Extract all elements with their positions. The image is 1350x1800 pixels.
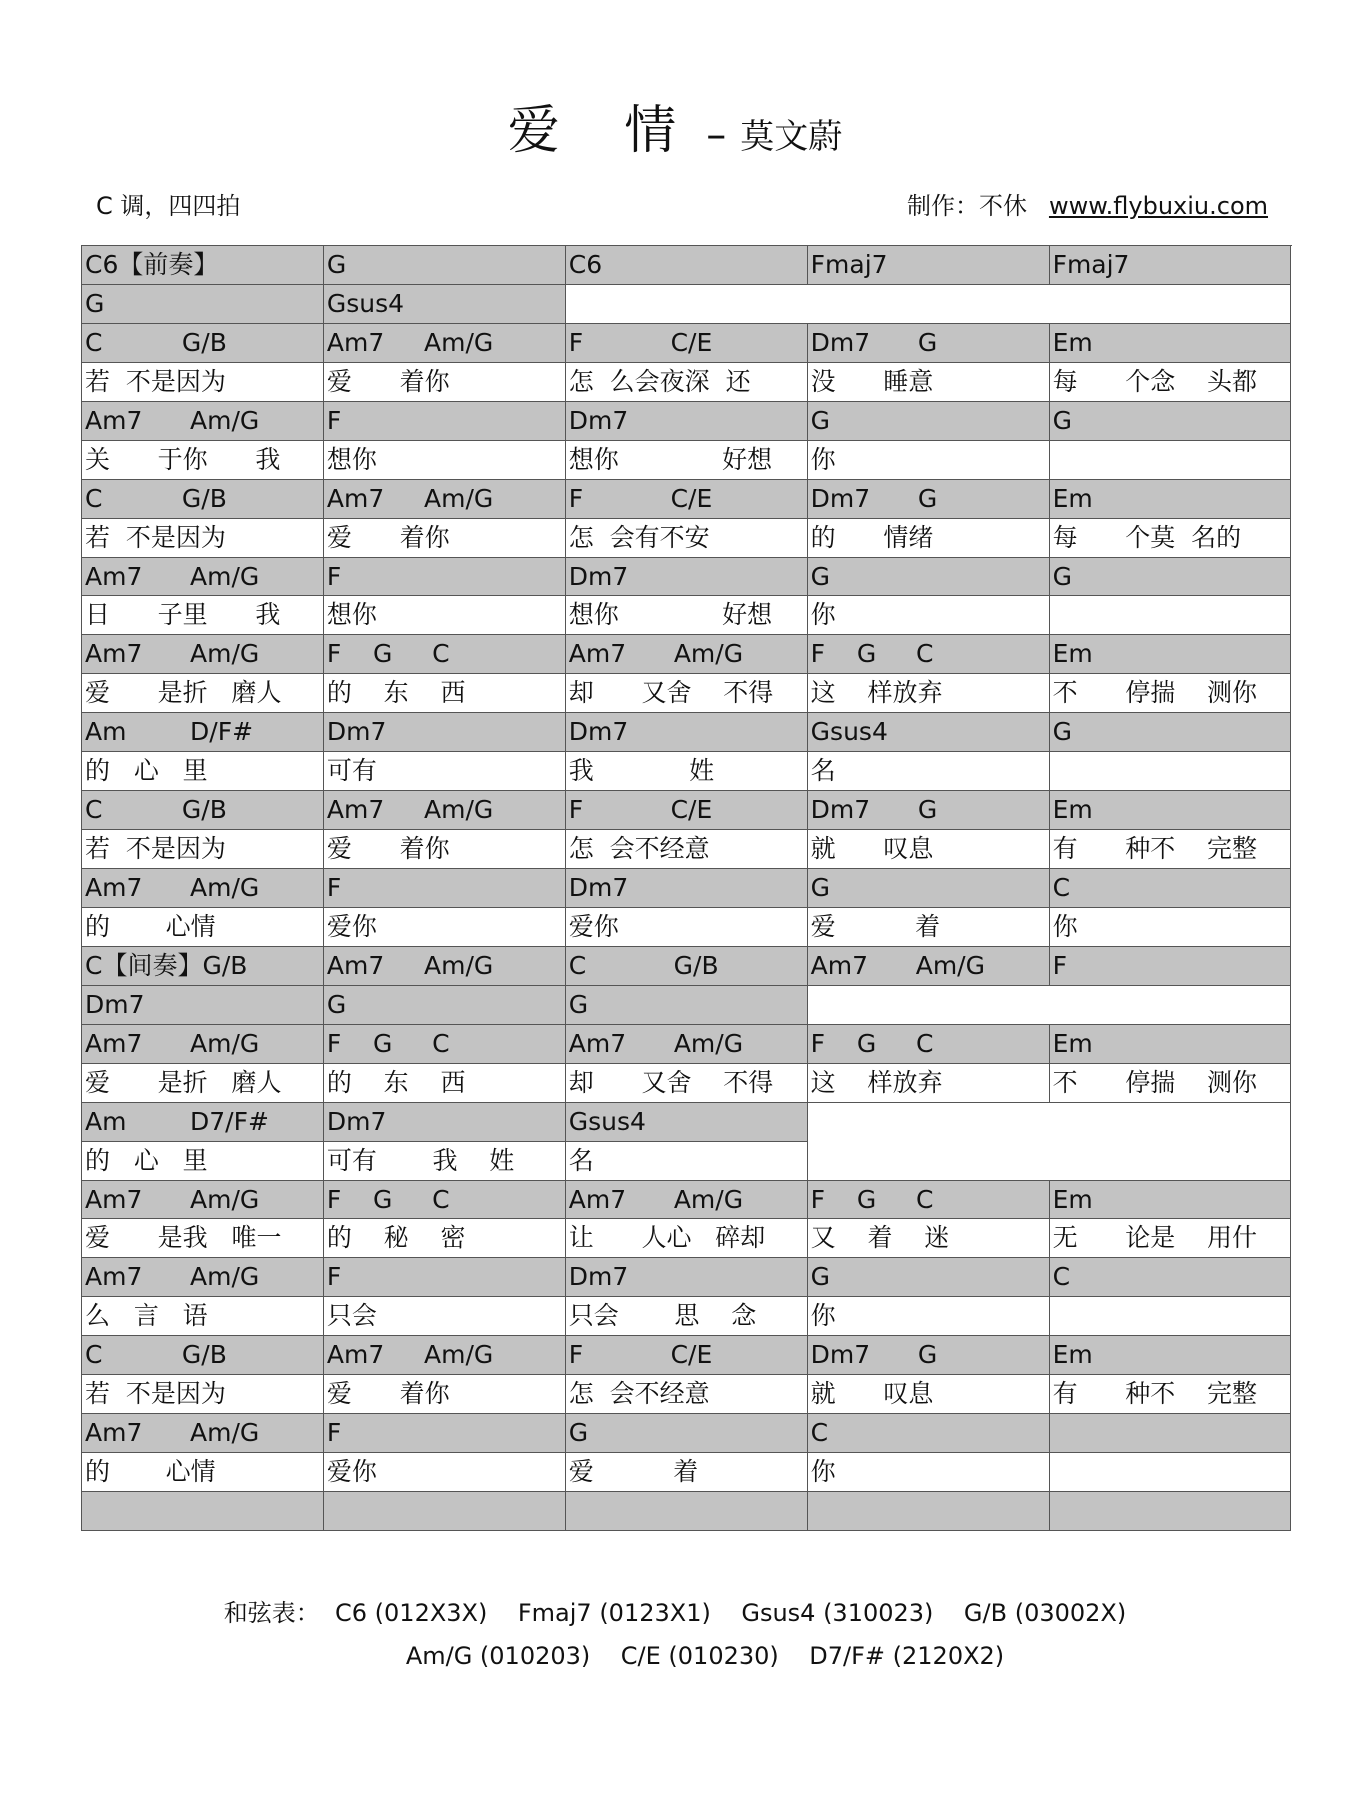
lyric-cell: 爱 着 <box>808 908 1050 947</box>
song-title: 爱 情 <box>507 101 701 161</box>
lyric-cell: 名 <box>808 752 1050 791</box>
chord-cell: Am7 Am/G <box>82 635 324 674</box>
lyric-cell: 的 秘 密 <box>324 1219 566 1258</box>
chord-cell: F G C <box>324 1025 566 1064</box>
lyric-row <box>82 1453 1292 1492</box>
chord-cell: Em <box>1050 324 1292 363</box>
chord-cell: C6【前奏】 <box>82 246 324 285</box>
chord-cell: Am7 Am/G <box>566 635 808 674</box>
chord-cell: F <box>1050 947 1292 986</box>
lyric-cell: 你 <box>808 596 1050 635</box>
chord-cell: G <box>82 285 324 324</box>
lyric-cell: 关 于你 我 <box>82 441 324 480</box>
chord-cell: Dm7 G <box>808 324 1050 363</box>
lyric-cell: 不 停揣 测你 <box>1050 1064 1292 1103</box>
lyric-row <box>82 1297 1292 1336</box>
lyric-cell: 么 言 语 <box>82 1297 324 1336</box>
chord-cell: G <box>566 986 808 1025</box>
chord-table-line-1: 和弦表： C6 (012X3X) Fmaj7 (0123X1) Gsus4 (310023) G/B (03002X) <box>223 1599 1127 1627</box>
chord-cell: Am7 Am/G <box>82 402 324 441</box>
chord-cell: G <box>1050 558 1292 597</box>
chord-cell: Em <box>1050 635 1292 674</box>
lyric-cell: 爱 着你 <box>324 830 566 869</box>
chord-cell: G <box>1050 402 1292 441</box>
lyric-cell: 爱你 <box>324 1453 566 1492</box>
lyric-row <box>82 441 1292 480</box>
lyric-row <box>82 752 1292 791</box>
chord-row <box>82 1258 1292 1297</box>
lyric-cell: 就 叹息 <box>808 830 1050 869</box>
lyric-row <box>82 908 1292 947</box>
chord-cell: F <box>324 869 566 908</box>
lyric-cell: 爱 是我 唯一 <box>82 1219 324 1258</box>
lyric-cell <box>1050 1297 1292 1336</box>
chord-cell: C <box>808 1414 1050 1453</box>
chord-cell: C G/B <box>82 1336 324 1375</box>
lyric-row <box>82 519 1292 558</box>
lyric-row <box>82 674 1292 713</box>
chord-row <box>82 1181 1292 1220</box>
lyric-cell: 你 <box>808 441 1050 480</box>
chord-cell: C G/B <box>82 791 324 830</box>
title <box>0 88 1350 163</box>
chord-cell <box>1050 1414 1292 1453</box>
lyric-cell: 爱 着 <box>566 1453 808 1492</box>
lyric-cell: 无 论是 用什 <box>1050 1219 1292 1258</box>
empty-cell <box>1050 285 1292 324</box>
lyric-cell: 只会 <box>324 1297 566 1336</box>
chord-cell <box>808 1492 1050 1531</box>
lyric-cell: 若 不是因为 <box>82 830 324 869</box>
chord-cell: C G/B <box>82 480 324 519</box>
chord-row <box>82 285 1292 324</box>
lyric-cell: 想你 好想 <box>566 441 808 480</box>
chord-cell: Am7 Am/G <box>566 1025 808 1064</box>
chord-row <box>82 635 1292 674</box>
chord-cell: G <box>566 1414 808 1453</box>
lyric-cell: 爱你 <box>324 908 566 947</box>
lyric-cell: 爱 着你 <box>324 1375 566 1414</box>
chord-row <box>82 324 1292 363</box>
lyric-cell: 的 东 西 <box>324 674 566 713</box>
chord-row <box>82 1492 1292 1531</box>
chord-cell: Am7 Am/G <box>324 947 566 986</box>
chord-cell: F C/E <box>566 480 808 519</box>
chord-cell: G <box>808 558 1050 597</box>
empty-cell <box>808 285 1050 324</box>
chord-row <box>82 558 1292 597</box>
chord-cell: F <box>324 558 566 597</box>
chord-cell: Am7 Am/G <box>82 558 324 597</box>
chord-cell <box>1050 1492 1292 1531</box>
lyric-cell: 怎 会不经意 <box>566 1375 808 1414</box>
chord-cell: F G C <box>808 1181 1050 1220</box>
lyric-cell: 爱 着你 <box>324 363 566 402</box>
lyric-cell: 这 样放弃 <box>808 674 1050 713</box>
chord-row <box>82 947 1292 986</box>
chord-cell: G <box>324 986 566 1025</box>
lyric-row <box>82 1219 1292 1258</box>
lyric-row <box>82 363 1292 402</box>
chord-cell: Dm7 <box>566 1258 808 1297</box>
chord-row <box>82 402 1292 441</box>
lyric-cell <box>1050 1453 1292 1492</box>
chord-row <box>82 246 1292 285</box>
chord-cell: Am7 Am/G <box>82 1181 324 1220</box>
empty-cell <box>1050 1103 1292 1142</box>
chord-row <box>82 713 1292 752</box>
chord-row <box>82 1103 1292 1142</box>
lyric-cell: 有 种不 完整 <box>1050 830 1292 869</box>
chord-cell: F G C <box>808 1025 1050 1064</box>
chord-row <box>82 1336 1292 1375</box>
chord-cell: C G/B <box>566 947 808 986</box>
chord-sheet <box>81 245 1292 1531</box>
chord-cell <box>566 1492 808 1531</box>
artist-name: 莫文蔚 <box>740 117 843 157</box>
lyric-cell: 就 叹息 <box>808 1375 1050 1414</box>
website-link[interactable]: www.flybuxiu.com <box>1048 192 1268 220</box>
lyric-cell: 的 心 里 <box>82 752 324 791</box>
lyric-cell: 的 情绪 <box>808 519 1050 558</box>
chord-cell: Dm7 G <box>808 1336 1050 1375</box>
chord-cell: Am7 Am/G <box>324 324 566 363</box>
empty-cell <box>566 285 808 324</box>
chord-cell: F G C <box>808 635 1050 674</box>
chord-cell: Em <box>1050 1336 1292 1375</box>
lyric-row <box>82 596 1292 635</box>
chord-cell: C6 <box>566 246 808 285</box>
credits <box>907 186 1268 221</box>
chord-cell: G <box>808 869 1050 908</box>
chord-cell: F <box>324 402 566 441</box>
chord-cell: Dm7 G <box>808 791 1050 830</box>
lyric-cell: 有 种不 完整 <box>1050 1375 1292 1414</box>
lyric-cell: 没 睡意 <box>808 363 1050 402</box>
chord-cell: F <box>324 1258 566 1297</box>
chord-cell: G <box>808 1258 1050 1297</box>
chord-cell: Em <box>1050 1025 1292 1064</box>
chord-cell: Am7 Am/G <box>808 947 1050 986</box>
lyric-cell: 可有 我 姓 <box>324 1142 566 1181</box>
lyric-cell: 这 样放弃 <box>808 1064 1050 1103</box>
chord-cell: Fmaj7 <box>808 246 1050 285</box>
chord-row <box>82 869 1292 908</box>
lyric-cell: 让 人心 碎却 <box>566 1219 808 1258</box>
chord-cell: Gsus4 <box>566 1103 808 1142</box>
chord-cell: Dm7 <box>566 402 808 441</box>
chord-row <box>82 791 1292 830</box>
lyric-cell: 怎 会有不安 <box>566 519 808 558</box>
maker-credit: 制作：不休 <box>906 192 1027 220</box>
lyric-cell: 想你 好想 <box>566 596 808 635</box>
chord-cell: C【间奏】G/B <box>82 947 324 986</box>
lyric-cell: 爱你 <box>566 908 808 947</box>
chord-cell: Dm7 <box>566 558 808 597</box>
lyric-cell: 爱 是折 磨人 <box>82 1064 324 1103</box>
chord-cell: Dm7 <box>566 869 808 908</box>
lyric-cell: 怎 会不经意 <box>566 830 808 869</box>
chord-cell: Am7 Am/G <box>566 1181 808 1220</box>
lyric-cell: 爱 是折 磨人 <box>82 674 324 713</box>
empty-cell <box>808 986 1050 1025</box>
lyric-cell <box>1050 596 1292 635</box>
lyric-cell: 你 <box>808 1453 1050 1492</box>
lyric-row <box>82 1375 1292 1414</box>
chord-cell: Gsus4 <box>808 713 1050 752</box>
chord-cell: Fmaj7 <box>1050 246 1292 285</box>
chord-cell: F G C <box>324 635 566 674</box>
chord-cell: Am7 Am/G <box>324 480 566 519</box>
chord-cell: Am7 Am/G <box>324 791 566 830</box>
chord-row <box>82 1414 1292 1453</box>
lyric-cell: 每 个莫 名的 <box>1050 519 1292 558</box>
chord-cell: Am7 Am/G <box>82 1414 324 1453</box>
lyric-cell: 怎 么会夜深 还 <box>566 363 808 402</box>
lyric-cell: 又 着 迷 <box>808 1219 1050 1258</box>
chord-cell: G <box>324 246 566 285</box>
chord-row <box>82 1025 1292 1064</box>
chord-cell: Dm7 <box>324 713 566 752</box>
chord-cell: Em <box>1050 480 1292 519</box>
lyric-cell <box>1050 752 1292 791</box>
chord-cell: Em <box>1050 791 1292 830</box>
lyric-cell: 爱 着你 <box>324 519 566 558</box>
lyric-cell: 若 不是因为 <box>82 363 324 402</box>
lyric-cell: 的 东 西 <box>324 1064 566 1103</box>
chord-cell: Dm7 <box>324 1103 566 1142</box>
lyric-cell: 若 不是因为 <box>82 519 324 558</box>
lyric-cell: 却 又舍 不得 <box>566 674 808 713</box>
lyric-cell: 却 又舍 不得 <box>566 1064 808 1103</box>
chord-cell: Am7 Am/G <box>82 869 324 908</box>
chord-cell: G <box>1050 713 1292 752</box>
chord-cell: F C/E <box>566 1336 808 1375</box>
chord-cell <box>324 1492 566 1531</box>
title-dash: – <box>706 112 727 158</box>
chord-cell: Em <box>1050 1181 1292 1220</box>
chord-cell: F C/E <box>566 791 808 830</box>
lyric-cell: 的 心 里 <box>82 1142 324 1181</box>
lyric-cell: 的 心情 <box>82 908 324 947</box>
lyric-cell: 的 心情 <box>82 1453 324 1492</box>
lyric-cell: 想你 <box>324 441 566 480</box>
chord-cell: C <box>1050 1258 1292 1297</box>
chord-cell: Dm7 <box>82 986 324 1025</box>
chord-cell: G <box>808 402 1050 441</box>
lyric-cell: 每 个念 头都 <box>1050 363 1292 402</box>
lyric-cell: 不 停揣 测你 <box>1050 674 1292 713</box>
lyric-cell: 我 姓 <box>566 752 808 791</box>
chord-cell: F <box>324 1414 566 1453</box>
empty-cell <box>808 1142 1050 1181</box>
lyric-cell <box>1050 441 1292 480</box>
chord-cell: Am7 Am/G <box>82 1025 324 1064</box>
chord-cell: C <box>1050 869 1292 908</box>
lyric-row <box>82 830 1292 869</box>
lyric-cell: 只会 思 念 <box>566 1297 808 1336</box>
chord-table-line-2: Am/G (010203) C/E (010230) D7/F# (2120X2) <box>405 1642 1005 1670</box>
chord-cell: Dm7 G <box>808 480 1050 519</box>
chord-cell: F G C <box>324 1181 566 1220</box>
chord-row <box>82 480 1292 519</box>
empty-cell <box>1050 1142 1292 1181</box>
chord-cell: Am D7/F# <box>82 1103 324 1142</box>
key-meter: C 调，四四拍 <box>96 192 241 220</box>
chord-cell: C G/B <box>82 324 324 363</box>
lyric-cell: 名 <box>566 1142 808 1181</box>
chord-row <box>82 986 1292 1025</box>
empty-cell <box>1050 986 1292 1025</box>
lyric-cell: 你 <box>1050 908 1292 947</box>
lyric-row <box>82 1142 1292 1181</box>
chord-cell: Am7 Am/G <box>324 1336 566 1375</box>
lyric-cell: 可有 <box>324 752 566 791</box>
lyric-cell: 日 子里 我 <box>82 596 324 635</box>
chord-cell <box>82 1492 324 1531</box>
empty-cell <box>808 1103 1050 1142</box>
chord-cell: Gsus4 <box>324 285 566 324</box>
lyric-cell: 想你 <box>324 596 566 635</box>
lyric-cell: 你 <box>808 1297 1050 1336</box>
chord-cell: Am7 Am/G <box>82 1258 324 1297</box>
lyric-cell: 若 不是因为 <box>82 1375 324 1414</box>
chord-cell: Dm7 <box>566 713 808 752</box>
lyric-row <box>82 1064 1292 1103</box>
chord-cell: F C/E <box>566 324 808 363</box>
chord-cell: Am D/F# <box>82 713 324 752</box>
